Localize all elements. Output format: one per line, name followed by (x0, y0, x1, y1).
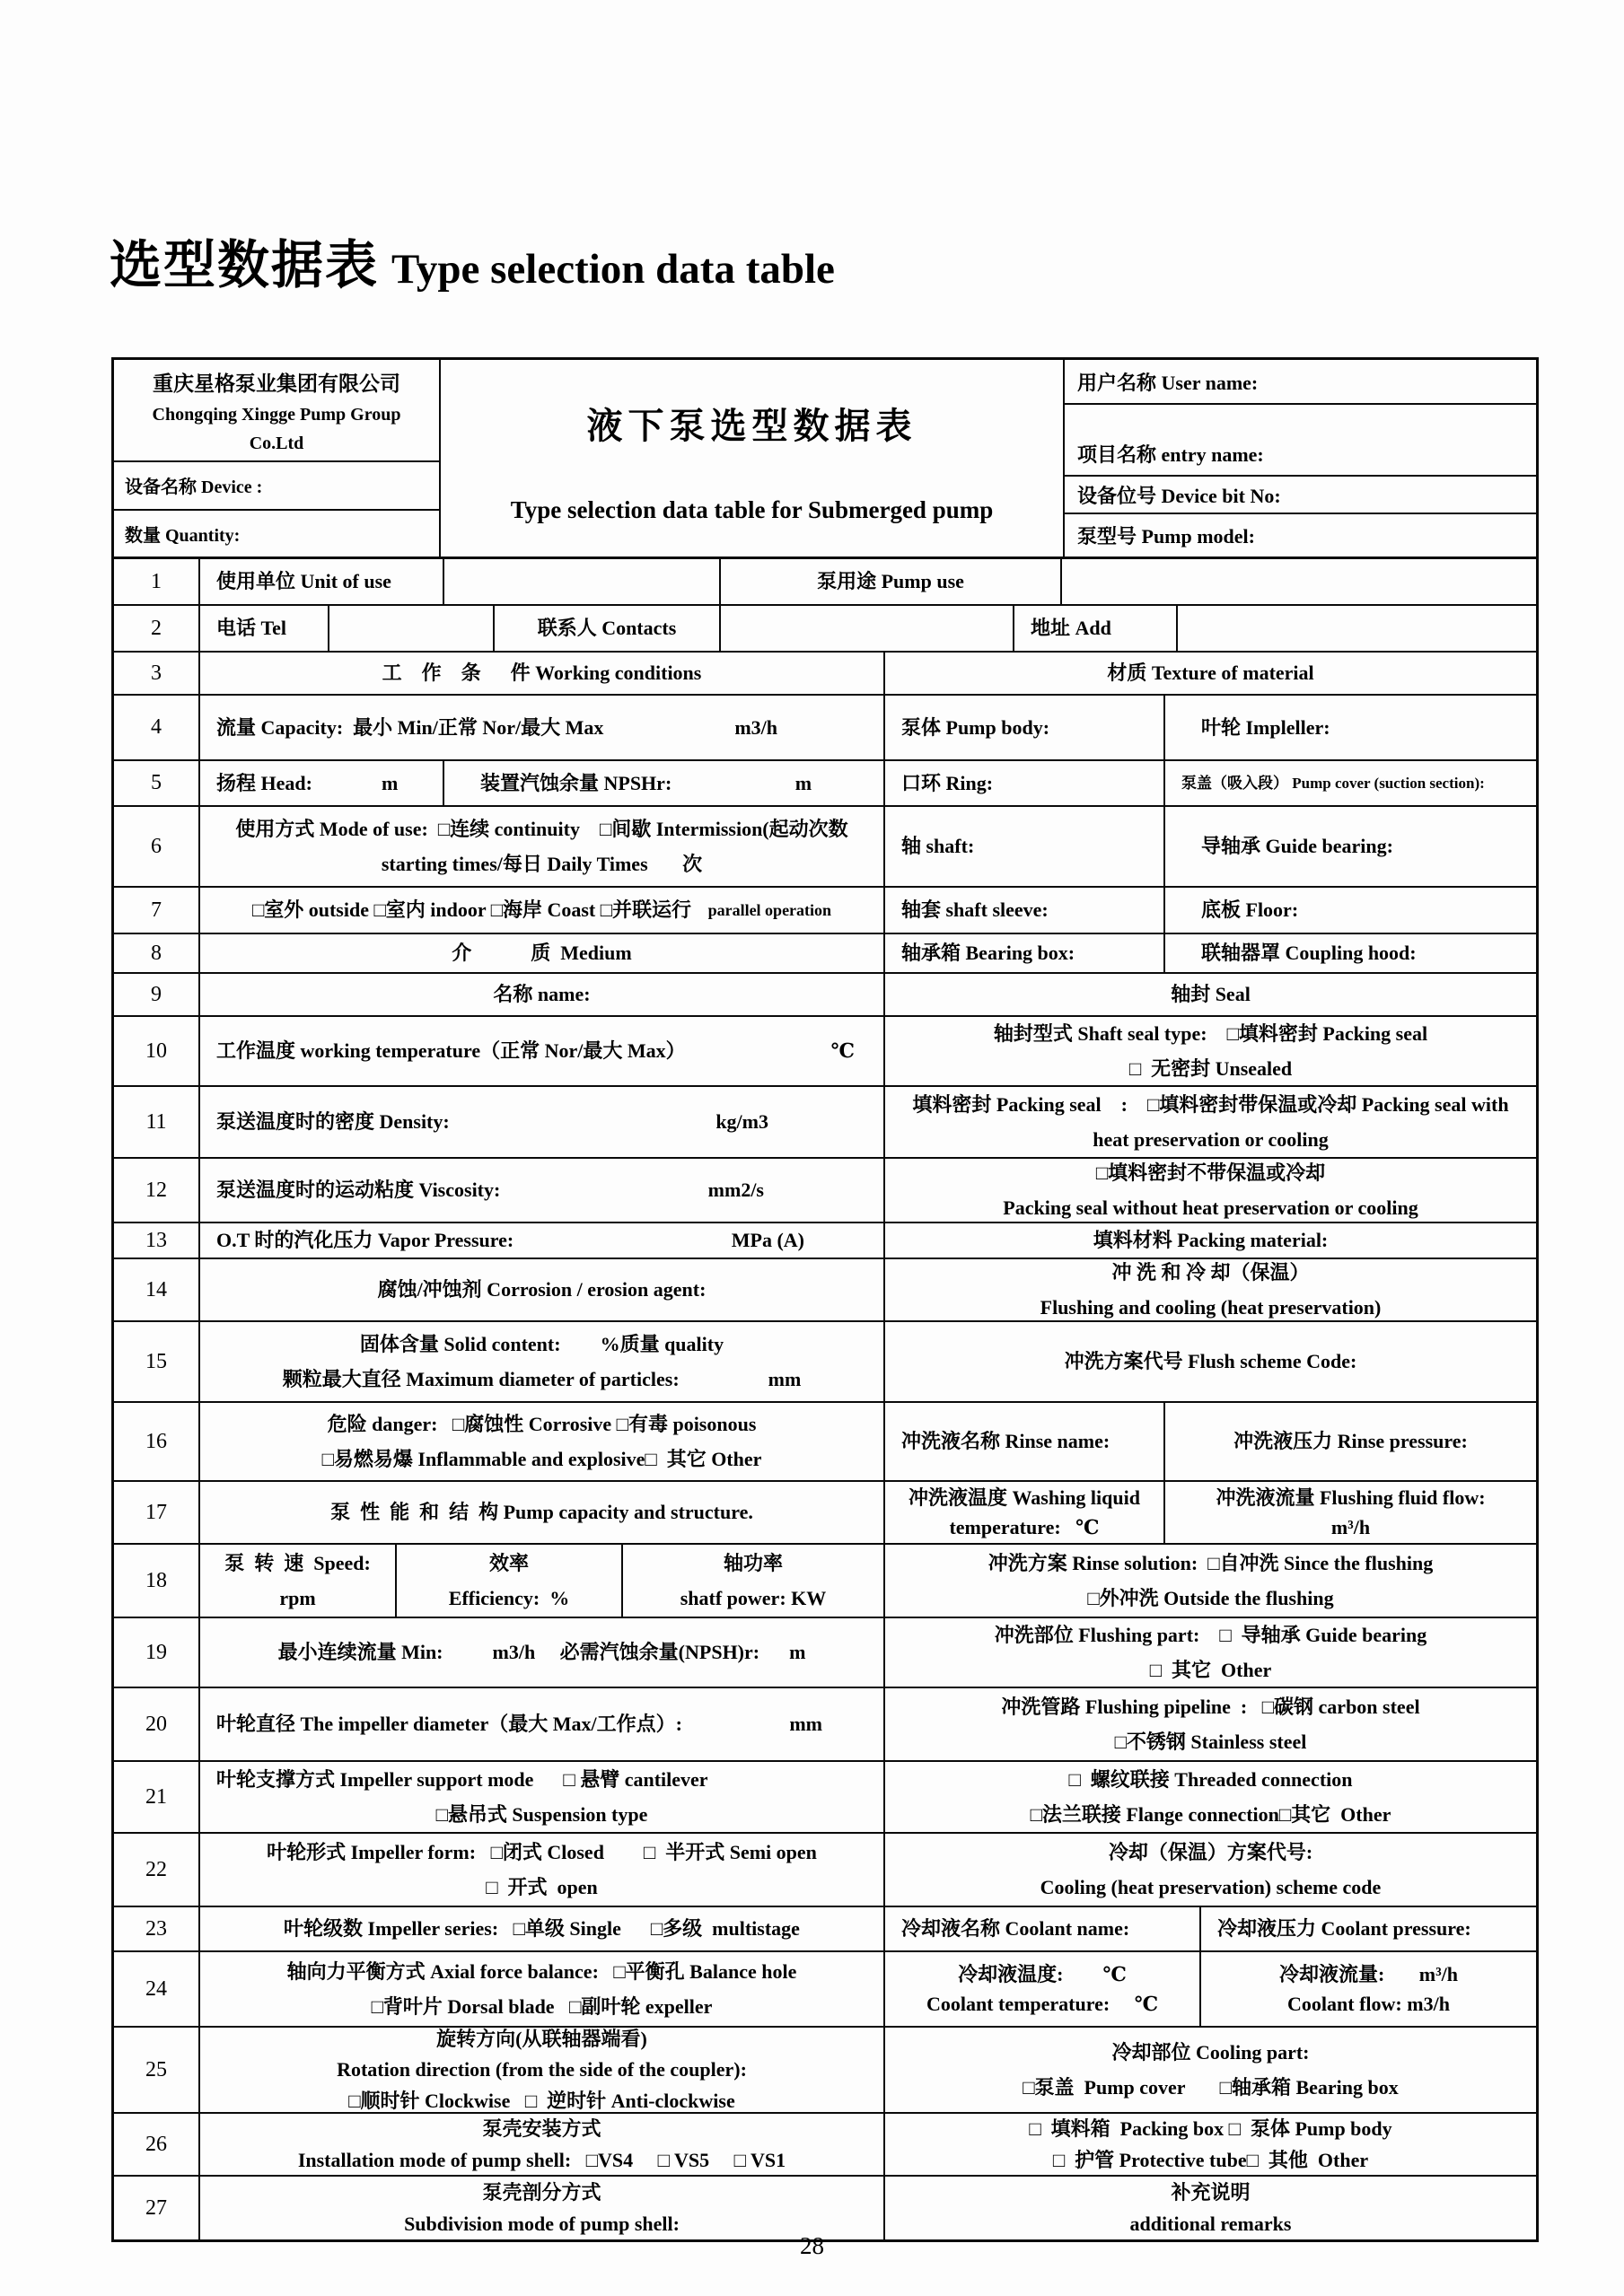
device-bit-no-field: 设备位号 Device bit No: (1065, 477, 1536, 514)
row-number: 25 (114, 2028, 200, 2112)
quantity-field: 数量 Quantity: (125, 525, 241, 546)
efficiency-field (397, 1545, 623, 1617)
row-number: 5 (114, 761, 200, 805)
tel-label: 电话 Tel (200, 606, 329, 651)
impeller-field: 叶轮 Impleller: (1201, 715, 1330, 739)
table-row (114, 1087, 1536, 1159)
rinse-solution-field (885, 1545, 1536, 1617)
header-company-block (114, 360, 441, 556)
table-row (114, 696, 1536, 761)
unit-of-use-label: 使用单位 Unit of use (200, 559, 444, 604)
density-label: 泵送温度时的密度 Density: (216, 1110, 450, 1134)
page-title-cn: 选型数据表 (110, 234, 380, 295)
coolant-temperature-cn: 冷却液温度: ℃ (958, 1962, 1127, 1985)
row-number: 17 (114, 1482, 200, 1543)
pump-cover-field: 泵盖（吸入段） Pump cover (suction section): (1181, 774, 1485, 792)
coolant-pressure-field: 冷却液压力 Coolant pressure: (1217, 1917, 1471, 1941)
table-row (114, 888, 1536, 934)
table-row (114, 606, 1536, 653)
packing-seal-with-field (885, 1087, 1536, 1157)
parallel-operation-label: parallel operation (707, 900, 832, 919)
additional-remarks-en: additional remarks (1129, 2212, 1292, 2235)
rinse-pressure-field: 冲洗液压力 Rinse pressure: (1233, 1430, 1468, 1453)
cooling-scheme-code-field (885, 1834, 1536, 1906)
rinse-solution-line1: 冲洗方案 Rinse solution: □自冲洗 Since the flushing (988, 1552, 1434, 1575)
packing-seal-with-line2: heat preservation or cooling (1093, 1127, 1329, 1151)
installation-mode-options: Installation mode of pump shell: □VS4 □ VS5 □ VS1 (297, 2148, 786, 2171)
flushing-part-line2: □ 其它 Other (1149, 1658, 1272, 1681)
table-row (114, 1907, 1536, 1952)
additional-remarks-cn: 补充说明 (1171, 2181, 1251, 2204)
seal-location-line2: □ 护管 Protective tube□ 其他 Other (1052, 2148, 1369, 2171)
cooling-part-line2: □泵盖 Pump cover □轴承箱 Bearing box (1023, 2075, 1399, 2099)
seal-location-line1: □ 填料箱 Packing box □ 泵体 Pump body (1029, 2117, 1392, 2141)
rinse-solution-line2: □外冲洗 Outside the flushing (1087, 1586, 1334, 1609)
viscosity-unit: mm2/s (707, 1179, 764, 1202)
density-field (200, 1087, 885, 1157)
coolant-flow-en: Coolant flow: m3/h (1287, 1993, 1450, 2015)
row-number: 22 (114, 1834, 200, 1906)
table-row (114, 1952, 1536, 2028)
packing-seal-without-line1: □填料密封不带保温或冷却 (1095, 1161, 1326, 1185)
header-project-block (1065, 360, 1536, 556)
row-number: 21 (114, 1762, 200, 1832)
npshr-field: 装置汽蚀余量 NPSHr: m (444, 761, 885, 805)
impeller-diameter-unit: mm (789, 1713, 822, 1736)
subdivision-mode-en: Subdivision mode of pump shell: (404, 2212, 680, 2235)
axial-force-balance-line2: □背叶片 Dorsal blade □副叶轮 expeller (371, 1994, 713, 2018)
washing-liquid-temp-line1: 冲洗液温度 Washing liquid (909, 1485, 1140, 1509)
table-row (114, 974, 1536, 1017)
row-number: 15 (114, 1322, 200, 1401)
row-number: 4 (114, 696, 200, 759)
packing-material-field: 填料材料 Packing material: (1093, 1229, 1329, 1252)
working-temperature-field (200, 1017, 885, 1085)
table-row (114, 934, 1536, 974)
vapor-pressure-field (200, 1223, 885, 1258)
impeller-support-line2: □悬吊式 Suspension type (435, 1802, 648, 1826)
subdivision-mode-field (200, 2177, 885, 2239)
cooling-part-field (885, 2028, 1536, 2112)
shaft-seal-type-line1: 轴封型式 Shaft seal type: □填料密封 Packing seal (993, 1022, 1428, 1046)
selection-data-table (111, 357, 1539, 2242)
viscosity-label: 泵送温度时的运动粘度 Viscosity: (216, 1179, 501, 1202)
shaft-seal-type-line2: □ 无密封 Unsealed (1128, 1056, 1293, 1080)
table-row (114, 2114, 1536, 2177)
rotation-direction-cn: 旋转方向(从联轴器端看) (436, 2028, 647, 2051)
packing-seal-with-line1: 填料密封 Packing seal : □填料密封带保温或冷却 Packing seal with (912, 1093, 1509, 1117)
row-number: 2 (114, 606, 200, 651)
medium-header: 介 质 Medium (200, 934, 885, 972)
connection-type-line1: □ 螺纹联接 Threaded connection (1068, 1768, 1353, 1792)
row-number: 9 (114, 974, 200, 1015)
medium-name-field: 名称 name: (200, 974, 885, 1015)
rinse-name-field: 冲洗液名称 Rinse name: (885, 1403, 1165, 1480)
row-number: 16 (114, 1403, 200, 1480)
flushing-fluid-flow-line2: m³/h (1330, 1516, 1371, 1538)
coolant-temperature-en: Coolant temperature: ℃ (926, 1993, 1159, 2015)
min-continuous-flow-field: 最小连续流量 Min: m3/h 必需汽蚀余量(NPSH)r: m (200, 1618, 885, 1687)
additional-remarks-header (885, 2177, 1536, 2239)
working-temperature-label: 工作温度 working temperature（正常 Nor/最大 Max） (216, 1039, 686, 1063)
table-row (114, 1322, 1536, 1403)
impeller-form-field (200, 1834, 885, 1906)
table-row (114, 1834, 1536, 1907)
page-title-en: Type selection data table (391, 246, 835, 293)
table-row (114, 1618, 1536, 1688)
working-temperature-unit: ℃ (830, 1039, 855, 1063)
rotation-direction-options: □顺时针 Clockwise □ 逆时针 Anti-clockwise (348, 2089, 735, 2112)
pump-speed-field (200, 1545, 397, 1617)
row-number: 6 (114, 807, 200, 886)
row-number: 1 (114, 559, 200, 604)
company-name-cn: 重庆星格泵业集团有限公司 (153, 372, 400, 395)
device-name-field: 设备名称 Device : (114, 462, 439, 511)
packing-seal-without-line2: Packing seal without heat preservation or cooling (1003, 1196, 1418, 1219)
table-row (114, 559, 1536, 606)
unit-of-use-blank (444, 559, 721, 604)
pump-model-field: 泵型号 Pump model: (1077, 525, 1256, 548)
table-row (114, 807, 1536, 888)
cooling-scheme-code-en: Cooling (heat preservation) scheme code (1040, 1875, 1382, 1898)
shaft-seal-type-field (885, 1017, 1536, 1085)
cooling-part-line1: 冷却部位 Cooling part: (1111, 2041, 1310, 2064)
impeller-support-field (200, 1762, 885, 1832)
flush-scheme-code-field: 冲洗方案代号 Flush scheme Code: (1064, 1350, 1357, 1373)
table-row (114, 1223, 1536, 1259)
danger-line2: □易燃易爆 Inflammable and explosive□ 其它 Other (321, 1447, 762, 1470)
flushing-cooling-header-cn: 冲 洗 和 冷 却（保温） (1111, 1261, 1310, 1284)
packing-seal-without-field (885, 1159, 1536, 1222)
floor-field: 底板 Floor: (1201, 898, 1299, 922)
entry-name-field: 项目名称 entry name: (1065, 405, 1536, 477)
table-row (114, 1688, 1536, 1762)
contacts-label: 联系人 Contacts (495, 606, 721, 651)
impeller-form-line2: □ 开式 open (486, 1875, 598, 1898)
table-row (114, 653, 1536, 696)
row-number: 3 (114, 653, 200, 694)
row-number: 10 (114, 1017, 200, 1085)
flushing-part-line1: 冲洗部位 Flushing part: □ 导轴承 Guide bearing (994, 1624, 1427, 1647)
flushing-fluid-flow-line1: 冲洗液流量 Flushing fluid flow: (1216, 1485, 1486, 1509)
cooling-scheme-code-cn: 冷却（保温）方案代号: (1108, 1841, 1313, 1864)
table-row (114, 1482, 1536, 1545)
row-number: 20 (114, 1688, 200, 1760)
axial-force-balance-field (200, 1952, 885, 2026)
row-number: 8 (114, 934, 200, 972)
rotation-direction-field (200, 2028, 885, 2112)
flushing-cooling-header (885, 1259, 1536, 1320)
row-number: 11 (114, 1087, 200, 1157)
company-name-box (114, 360, 439, 462)
flushing-pipeline-line1: 冲洗管路 Flushing pipeline : □碳钢 carbon steel (1001, 1696, 1420, 1719)
row-number: 12 (114, 1159, 200, 1222)
mode-of-use-line1: 使用方式 Mode of use: □连续 continuity □间歇 Intermission(起动次数 (235, 818, 848, 841)
row-number: 14 (114, 1259, 200, 1320)
capacity-unit: m3/h (734, 715, 777, 739)
axial-force-balance-line1: 轴向力平衡方式 Axial force balance: □平衡孔 Balance hole (286, 1960, 797, 1984)
coolant-temperature-field (885, 1952, 1201, 2026)
address-blank (1178, 606, 1536, 651)
capacity-label: 流量 Capacity: 最小 Min/正常 Nor/最大 Max (216, 715, 604, 739)
pump-body-field: 泵体 Pump body: (885, 696, 1165, 759)
impeller-diameter-field (200, 1688, 885, 1760)
density-unit: kg/m3 (715, 1110, 768, 1134)
flushing-part-field (885, 1618, 1536, 1687)
rotation-direction-en: Rotation direction (from the side of the coupler): (337, 2058, 747, 2081)
washing-liquid-temp-line2: temperature: ℃ (949, 1516, 1100, 1538)
page-number: 28 (800, 2232, 824, 2259)
shaft-power-line2: shatf power: KW (680, 1586, 827, 1609)
guide-bearing-field: 导轴承 Guide bearing: (1201, 835, 1393, 858)
form-title-cn: 液下泵选型数据表 (586, 406, 917, 446)
shaft-field: 轴 shaft: (885, 807, 1165, 886)
row-number: 23 (114, 1907, 200, 1950)
head-field: 扬程 Head: m (200, 761, 444, 805)
viscosity-field (200, 1159, 885, 1222)
subdivision-mode-cn: 泵壳剖分方式 (482, 2181, 601, 2204)
working-conditions-header: 工 作 条 件 Working conditions (200, 653, 885, 694)
table-row (114, 1259, 1536, 1322)
coolant-name-field: 冷却液名称 Coolant name: (885, 1907, 1201, 1950)
vapor-pressure-label: O.T 时的汽化压力 Vapor Pressure: (216, 1229, 514, 1252)
location-field (200, 888, 885, 933)
form-title-box (441, 360, 1065, 556)
ring-field: 口环 Ring: (885, 761, 1165, 805)
danger-field (200, 1403, 885, 1480)
contacts-blank (721, 606, 1014, 651)
material-header: 材质 Texture of material (1107, 662, 1314, 685)
row-number: 7 (114, 888, 200, 933)
company-name-suffix: Co.Ltd (249, 433, 304, 453)
connection-type-line2: □法兰联接 Flange connection□其它 Other (1030, 1802, 1391, 1826)
table-row (114, 761, 1536, 807)
solid-content-field (200, 1322, 885, 1401)
table-row (114, 2028, 1536, 2114)
efficiency-line2: Efficiency: % (448, 1586, 570, 1609)
address-label: 地址 Add (1014, 606, 1178, 651)
form-title-en: Type selection data table for Submerged pump (510, 496, 994, 523)
seal-header: 轴封 Seal (1171, 983, 1251, 1006)
impeller-form-line1: 叶轮形式 Impeller form: □闭式 Closed □ 半开式 Semi open (267, 1841, 817, 1864)
user-name-field: 用户名称 User name: (1065, 360, 1536, 405)
coolant-flow-field (1201, 1952, 1536, 2026)
solid-content-line1: 固体含量 Solid content: %质量 quality (359, 1333, 724, 1356)
table-row (114, 1017, 1536, 1087)
flushing-pipeline-field (885, 1688, 1536, 1760)
coupling-hood-field: 联轴器罩 Coupling hood: (1201, 942, 1417, 965)
table-row (114, 1403, 1536, 1482)
capacity-field (200, 696, 885, 759)
connection-type-field (885, 1762, 1536, 1832)
impeller-diameter-label: 叶轮直径 The impeller diameter（最大 Max/工作点）: (216, 1713, 682, 1736)
impeller-series-field: 叶轮级数 Impeller series: □单级 Single □多级 multistage (200, 1907, 885, 1950)
row-number: 24 (114, 1952, 200, 2026)
installation-mode-field (200, 2114, 885, 2175)
corrosion-agent-field: 腐蚀/冲蚀剂 Corrosion / erosion agent: (200, 1259, 885, 1320)
vapor-pressure-unit: MPa (A) (731, 1229, 804, 1252)
company-name-en: Chongqing Xingge Pump Group (152, 404, 401, 425)
flushing-pipeline-line2: □不锈钢 Stainless steel (1114, 1730, 1307, 1753)
pump-speed-line2: rpm (279, 1586, 316, 1609)
row-number: 26 (114, 2114, 200, 2175)
mode-of-use-line2: starting times/每日 Daily Times 次 (381, 852, 703, 875)
pump-use-label: 泵用途 Pump use (721, 559, 1062, 604)
row-number: 13 (114, 1223, 200, 1258)
washing-liquid-temp-field (885, 1482, 1165, 1543)
pump-structure-header: 泵 性 能 和 结 构 Pump capacity and structure. (200, 1482, 885, 1543)
tel-blank (329, 606, 495, 651)
shaft-power-field (623, 1545, 885, 1617)
row-number: 27 (114, 2177, 200, 2239)
table-row (114, 1545, 1536, 1618)
row-number: 18 (114, 1545, 200, 1617)
seal-location-options-field (885, 2114, 1536, 2175)
impeller-support-line1: 叶轮支撑方式 Impeller support mode □ 悬臂 cantilever (216, 1768, 708, 1792)
form-header (114, 360, 1536, 559)
location-options: □室外 outside □室内 indoor □海岸 Coast □并联运行 (251, 898, 697, 922)
installation-mode-cn: 泵壳安装方式 (482, 2117, 601, 2141)
mode-of-use-field (200, 807, 885, 886)
solid-content-line2: 颗粒最大直径 Maximum diameter of particles: mm (282, 1367, 802, 1390)
page-title (110, 223, 835, 298)
coolant-flow-cn: 冷却液流量: m³/h (1278, 1962, 1459, 1985)
flushing-cooling-header-en: Flushing and cooling (heat preservation) (1040, 1295, 1382, 1319)
shaft-power-line1: 轴功率 (723, 1552, 783, 1575)
row-number: 19 (114, 1618, 200, 1687)
bearing-box-field: 轴承箱 Bearing box: (885, 934, 1165, 972)
danger-line1: 危险 danger: □腐蚀性 Corrosive □有毒 poisonous (327, 1413, 757, 1436)
efficiency-line1: 效率 (488, 1552, 529, 1575)
shaft-sleeve-field: 轴套 shaft sleeve: (885, 888, 1165, 933)
pump-speed-line1: 泵 转 速 Speed: (224, 1552, 371, 1575)
pump-use-blank (1062, 559, 1536, 604)
flushing-fluid-flow-field (1165, 1482, 1536, 1543)
table-row (114, 1762, 1536, 1834)
table-row (114, 1159, 1536, 1223)
table-row (114, 2177, 1536, 2239)
